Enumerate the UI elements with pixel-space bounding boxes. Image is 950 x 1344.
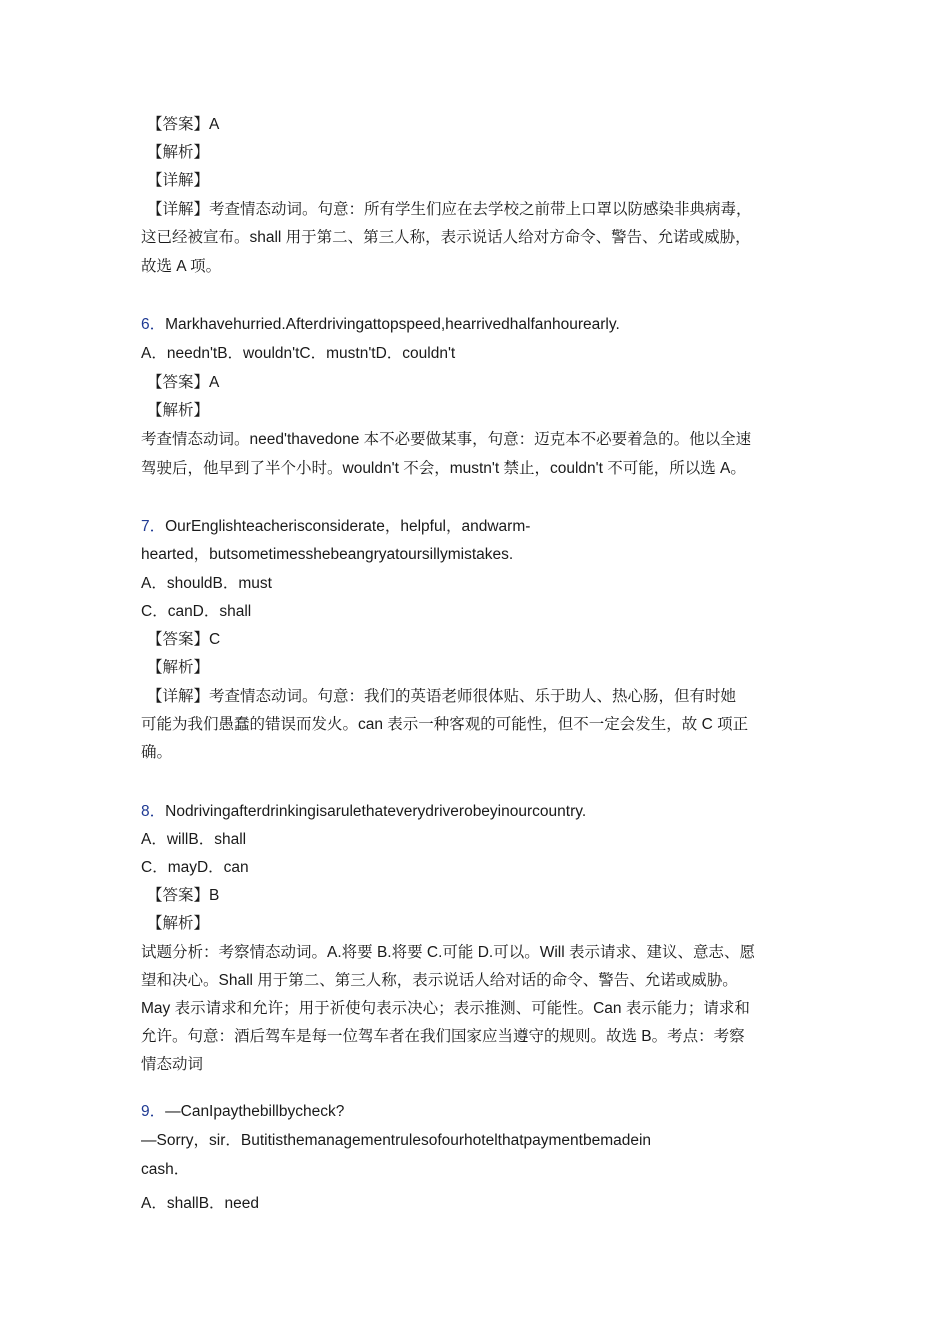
explanation-line: 故选 A 项。 [141,258,222,275]
question-text: OurEnglishteacherisconsiderate，helpful，andwarm- [165,518,531,535]
question-text: —CanIpaythebillbycheck? [165,1103,345,1120]
question-number: 9． [141,1103,166,1120]
question-6 [141,315,620,335]
analysis-label: 【解析】 [147,915,210,932]
explanation-line: 可能为我们愚蠢的错误而发火。can 表示一种客观的可能性，但不一定会发生，故 C 项正 [141,716,749,733]
options-line: A．needn'tB．wouldn'tC．mustn'tD．couldn't [141,345,456,362]
explanation-line: May 表示请求和允许；用于祈使句表示决心；表示推测、可能性。Can 表示能力；请求和 [141,1000,750,1017]
question-number: 6． [141,316,166,333]
detail-label: 【详解】 [147,172,210,189]
explanation-line: 确。 [141,744,173,761]
question-9 [141,1102,344,1122]
question-text: —Sorry，sir．Butitisthemanagementrulesofourhotelthatpaymentbemadein [141,1132,652,1149]
question-text: cash． [141,1161,190,1178]
options-line: A．willB．shall [141,831,247,848]
explanation-line: 情态动词 [141,1056,204,1073]
answer-label: 【答案】A [147,374,220,391]
question-8 [141,802,586,822]
analysis-label: 【解析】 [147,659,210,676]
options-line: A．shallB．need [141,1195,260,1212]
question-text: hearted，butsometimesshebeangryatoursillymistakes. [141,546,514,563]
answer-label: 【答案】C [147,631,221,648]
question-number: 7． [141,518,166,535]
explanation-line: 允许。句意：酒后驾车是每一位驾车者在我们国家应当遵守的规则。故选 B。考点：考察 [141,1028,745,1045]
analysis-label: 【解析】 [147,402,210,419]
explanation-line: 驾驶后，他早到了半个小时。wouldn't 不会，mustn't 禁止，couldn't 不可能，所以选 A。 [141,460,746,477]
options-line: A．shouldB．must [141,575,272,592]
explanation-line: 考查情态动词。need'thavedone 本不必要做某事，句意：迈克本不必要着急的。他以全速 [141,431,752,448]
question-number: 8． [141,803,166,820]
explanation-line: 【详解】考查情态动词。句意：我们的英语老师很体贴、乐于助人、热心肠，但有时她 [147,688,737,705]
explanation-line: 【详解】考查情态动词。句意：所有学生们应在去学校之前带上口罩以防感染非典病毒， [147,201,752,218]
explanation-line: 望和决心。Shall 用于第二、第三人称，表示说话人给对话的命令、警告、允诺或威胁。 [141,972,738,989]
options-line: C．mayD．can [141,859,249,876]
explanation-line: 试题分析：考察情态动词。A.将要 B.将要 C.可能 D.可以。Will 表示请求、建议、意志、愿 [141,944,755,961]
question-text: Nodrivingafterdrinkingisarulethateverydriverobeyinourcountry. [165,803,587,820]
explanation-line: 这已经被宣布。shall 用于第二、第三人称，表示说话人给对方命令、警告、允诺或威胁， [141,229,751,246]
answer-label: 【答案】A [147,116,220,133]
answer-label: 【答案】B [147,887,220,904]
question-text: Markhavehurried.Afterdrivingattopspeed,hearrivedhalfanhourearly. [165,316,620,333]
options-line: C．canD．shall [141,603,252,620]
analysis-label: 【解析】 [147,144,210,161]
question-7 [141,517,530,537]
